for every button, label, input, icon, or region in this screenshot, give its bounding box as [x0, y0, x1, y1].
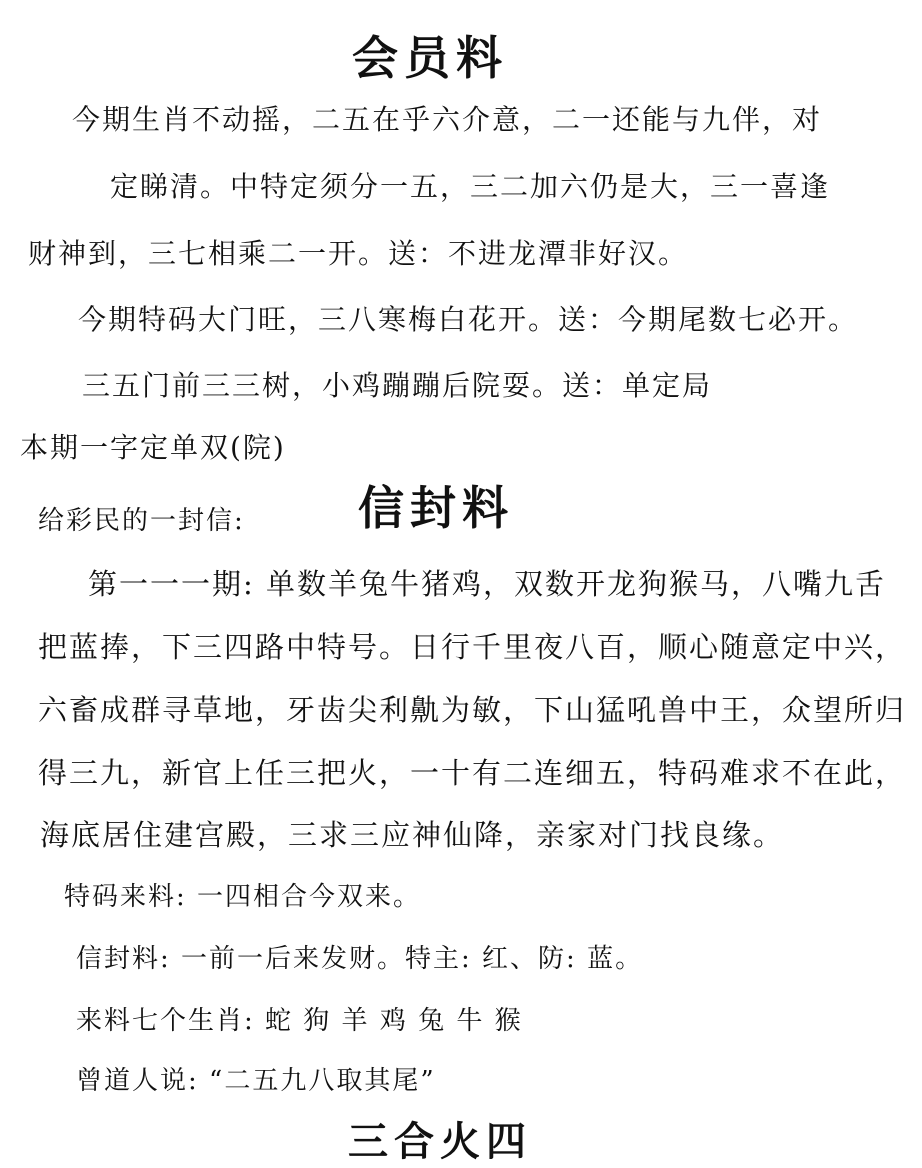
- section2-line-5: 海底居住建宫殿，三求三应神仙降，亲家对门找良缘。: [40, 818, 785, 852]
- section2-line-2: 把蓝捧，下三四路中特号。日行千里夜八百，顺心随意定中兴，: [38, 630, 907, 664]
- section1-title: 会员料: [352, 31, 508, 85]
- letter-intro: 给彩民的一封信:: [38, 506, 245, 536]
- special-code-note: 特码来料: 一四相合今双来。: [64, 882, 422, 912]
- section1-line-5: 三五门前三三树，小鸡蹦蹦后院耍。送：单定局: [82, 369, 713, 402]
- section2-title: 信封料: [358, 481, 514, 535]
- section2-line-1: 第一一一期: 单数羊兔牛猪鸡，双数开龙狗猴马，八嘴九舌: [88, 567, 886, 601]
- footer-title: 三合火四: [348, 1118, 532, 1165]
- section1-line-6: 本期一字定单双(院): [20, 431, 286, 464]
- envelope-note: 信封料: 一前一后来发财。特主: 红、防: 蓝。: [76, 944, 644, 974]
- section2-line-4: 得三九，新官上任三把火，一十有二连细五，特码难求不在此，: [38, 756, 907, 790]
- section1-line-2: 定睇清。中特定须分一五，三二加六仍是大，三一喜逢: [110, 170, 831, 203]
- section2-line-3: 六畜成群寻草地，牙齿尖利鼽为敏，下山猛吼兽中王，众望所归: [38, 693, 907, 727]
- section1-line-4: 今期特码大门旺，三八寒梅白花开。送：今期尾数七必开。: [78, 303, 859, 336]
- section1-line-3: 财神到，三七相乘二一开。送：不进龙潭非好汉。: [28, 237, 689, 270]
- zodiac-list: 来料七个生肖: 蛇 狗 羊 鸡 兔 牛 猴: [76, 1006, 523, 1036]
- daoren-quote: 曾道人说: “二五九八取其尾”: [76, 1066, 436, 1096]
- section1-line-1: 今期生肖不动摇，二五在乎六介意，二一还能与九伴，对: [72, 103, 823, 136]
